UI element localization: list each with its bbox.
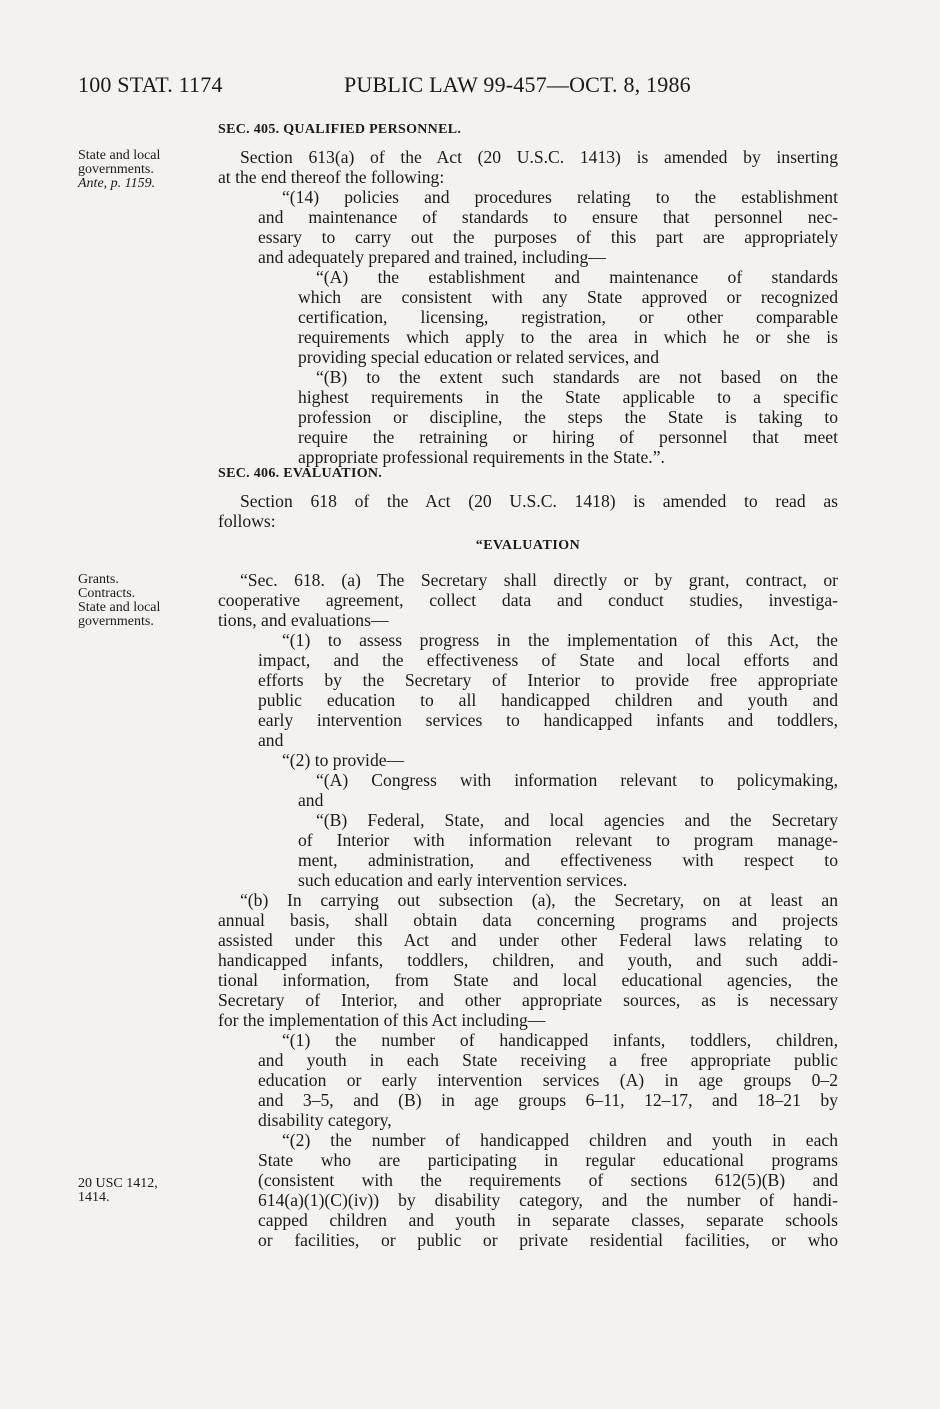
text-line: requirements which apply to the area in which he or she is [298,327,838,347]
text-line: or facilities, or public or private residential facilities, or who [258,1230,838,1250]
text-line: providing special education or related services, and [298,347,660,367]
text-line: “(2) to provide— [282,750,405,770]
text-line: which are consistent with any State approved or recognized [298,287,838,307]
text-line: and adequately prepared and trained, including— [258,247,606,267]
text-line: of Interior with information relevant to program manage- [298,830,838,850]
text-line: early intervention services to handicapped infants and toddlers, [258,710,838,730]
text-line: disability category, [258,1110,392,1130]
text-line: require the retraining or hiring of personnel that meet [298,427,838,447]
text-line: 614(a)(1)(C)(iv)) by disability category, and the number of handi- [258,1190,838,1210]
margin-note-grants [78,573,203,629]
text-line: certification, licensing, registration, or other comparable [298,307,838,327]
text-line: for the implementation of this Act including— [218,1010,546,1030]
text-line: “(B) Federal, State, and local agencies and the Secretary [316,810,838,830]
text-line: public education to all handicapped children and youth and [258,690,838,710]
text-line: and [258,730,284,750]
text-line: tional information, from State and local educational agencies, the [218,970,838,990]
margin-note-state-local [78,149,203,191]
text-line: “(14) policies and procedures relating to the establishment [282,187,838,207]
margin-note-line: Contracts. [78,586,136,601]
text-line: Section 613(a) of the Act (20 U.S.C. 1413) is amended by inserting [240,147,838,167]
text-line: follows: [218,511,276,531]
text-line: education or early intervention services (A) in age groups 0–2 [258,1070,838,1090]
text-line: annual basis, shall obtain data concerning programs and projects [218,910,838,930]
text-line: Section 618 of the Act (20 U.S.C. 1418) is amended to read as [240,491,838,511]
law-title: PUBLIC LAW 99-457—OCT. 8, 1986 [344,72,691,97]
text-line: efforts by the Secretary of Interior to provide free appropriate [258,670,838,690]
section-406-heading: SEC. 406. EVALUATION. [218,466,383,481]
section-405-heading: SEC. 405. QUALIFIED PERSONNEL. [218,122,462,137]
text-line: at the end thereof the following: [218,167,445,187]
text-line: “(A) Congress with information relevant to policymaking, [316,770,838,790]
text-line: essary to carry out the purposes of this part are appropriately [258,227,838,247]
margin-note-line: 1414. [78,1190,110,1205]
page-citation: 100 STAT. 1174 [78,72,223,97]
text-line: State who are participating in regular educational programs [258,1150,838,1170]
text-line: handicapped infants, toddlers, children, and youth, and such addi- [218,950,838,970]
text-line: appropriate professional requirements in the State.”. [298,447,665,467]
margin-note-line: Grants. [78,572,119,587]
margin-note-line: Ante, p. 1159. [78,176,156,191]
text-line: and maintenance of standards to ensure that personnel nec- [258,207,838,227]
text-line: and youth in each State receiving a free appropriate public [258,1050,838,1070]
text-line: profession or discipline, the steps the State is taking to [298,407,838,427]
text-line: “(A) the establishment and maintenance of standards [316,267,838,287]
margin-note-line: 20 USC 1412, [78,1176,158,1191]
margin-note-line: State and local [78,600,161,615]
margin-note-line: governments. [78,614,154,629]
margin-note-line: governments. [78,162,154,177]
text-line: assisted under this Act and under other Federal laws relating to [218,930,838,950]
margin-note-usc [78,1177,203,1205]
text-line: tions, and evaluations— [218,610,389,630]
text-line: such education and early intervention services. [298,870,628,890]
text-line: ment, administration, and effectiveness with respect to [298,850,838,870]
text-line: (consistent with the requirements of sections 612(5)(B) and [258,1170,838,1190]
text-line: “(2) the number of handicapped children and youth in each [282,1130,838,1150]
margin-note-line: State and local [78,148,161,163]
text-line: “(b) In carrying out subsection (a), the Secretary, on at least an [240,890,838,910]
text-line: cooperative agreement, collect data and conduct studies, investiga- [218,590,838,610]
text-line: and 3–5, and (B) in age groups 6–11, 12–17, and 18–21 by [258,1090,838,1110]
text-line: “(B) to the extent such standards are not based on the [316,367,838,387]
evaluation-heading: “EVALUATION [475,538,581,553]
text-line: and [298,790,324,810]
text-line: “Sec. 618. (a) The Secretary shall directly or by grant, contract, or [240,570,838,590]
text-line: “(1) the number of handicapped infants, toddlers, children, [282,1030,838,1050]
text-line: “(1) to assess progress in the implementation of this Act, the [282,630,838,650]
text-line: impact, and the effectiveness of State and local efforts and [258,650,838,670]
text-line: highest requirements in the State applicable to a specific [298,387,838,407]
text-line: Secretary of Interior, and other appropriate sources, as is necessary [218,990,838,1010]
text-line: capped children and youth in separate classes, separate schools [258,1210,838,1230]
